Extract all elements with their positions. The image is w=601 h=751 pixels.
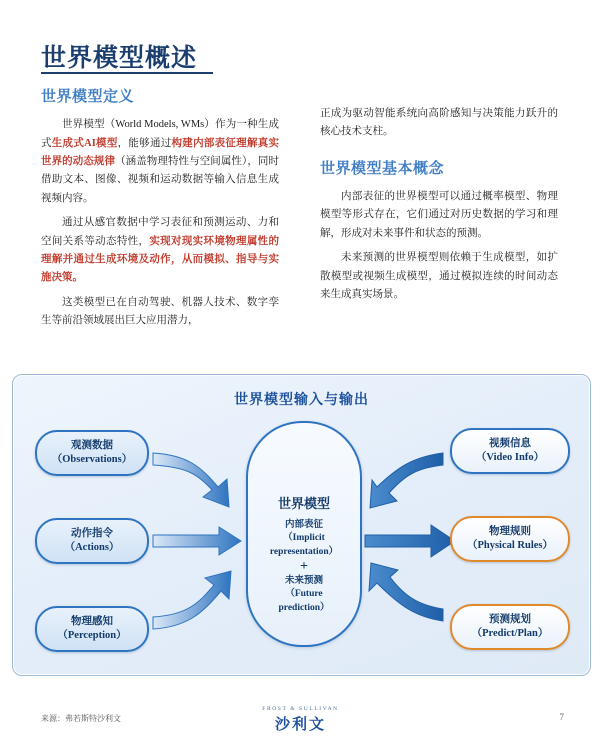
center-text (248, 519, 360, 615)
paragraph (320, 105, 558, 142)
diagram-node-predict-plan[interactable] (450, 604, 570, 650)
center-line-5: （Future (285, 589, 323, 600)
diagram-node-actions[interactable] (35, 518, 149, 564)
logo-english: FROST & SULLIVAN (262, 706, 339, 712)
center-line-4: 未来预测 (284, 576, 323, 587)
left-column-heading: 世界模型定义 (41, 89, 135, 105)
right-column-heading: 世界模型基本概念 (320, 160, 445, 177)
paragraph (320, 188, 558, 243)
node-label-en: （Observations） (51, 454, 133, 465)
text-run: 生成式AI模型 (51, 137, 118, 149)
paragraph (41, 116, 279, 208)
text-run: 通过从感官数据中学习表征和预测运动、力和空间关系等动态特性， (41, 217, 279, 247)
node-label-cn: 预测规划 (489, 613, 531, 625)
text-run: ，能够通过 (117, 137, 172, 149)
title-underline (41, 72, 213, 74)
text-run: 未来预测的世界模型则依赖于生成模型，如扩散模型或视频生成模型，通过模拟连续的时间动态来生成真实场景。 (320, 252, 558, 300)
paragraph (320, 249, 558, 304)
source-note: 来源：弗若斯特沙利文 (41, 714, 121, 723)
diagram-node-video-info[interactable] (450, 428, 570, 474)
page-number: 7 (559, 712, 564, 722)
center-line-3: representation） (269, 546, 339, 557)
page-title: 世界模型概述 (41, 45, 198, 72)
text-run: （涵盖物理特性与空间属性），同时借助文本、图像、视频和运动数据等输入信息生成视频内容。 (41, 156, 280, 204)
diagram-node-physical-rules[interactable] (450, 516, 570, 562)
node-label-cn: 物理规则 (489, 525, 531, 537)
diagram-node-perception[interactable] (35, 606, 149, 652)
text-run: 这类模型已在自动驾驶、机器人技术、数字孪生等前沿领域展出巨大应用潜力， (41, 296, 279, 326)
center-plus: + (300, 558, 308, 574)
node-label-cn: 视频信息 (489, 437, 531, 449)
paragraph (41, 214, 279, 288)
center-line-2: （Implicit (283, 533, 325, 544)
diagram-center-world-model[interactable] (246, 421, 362, 647)
node-label-en: （Physical Rules） (466, 540, 554, 551)
text-run: 正成为驱动智能系统向高阶感知与决策能力跃升的核心技术支柱。 (320, 108, 558, 138)
center-line-6: prediction） (278, 602, 330, 613)
diagram-title: 世界模型输入与输出 (234, 393, 369, 408)
center-title: 世界模型 (277, 496, 330, 511)
diagram-node-observations[interactable] (35, 430, 149, 476)
right-column (320, 105, 558, 310)
left-column (41, 84, 279, 336)
node-label-cn: 观测数据 (71, 439, 113, 451)
node-label-en: （Predict/Plan） (471, 628, 549, 639)
text-run: 构建内部表征理解真实世界的动态规律 (41, 137, 280, 167)
node-label-en: （Actions） (64, 542, 120, 553)
paragraph (41, 294, 279, 331)
text-run: 实现对现实环境物理属性的理解并通过生成环境及动作，从而模拟、指导与实施决策。 (41, 235, 280, 284)
logo-chinese: 沙利文 (274, 717, 326, 733)
text-run: 内部表征的世界模型可以通过概率模型、物理模型等形式存在，它们通过对历史数据的学习和理解，形成对未来事件和状态的预测。 (320, 191, 558, 239)
node-label-en: （Video Info） (475, 452, 545, 463)
node-label-cn: 动作指令 (71, 527, 113, 539)
text-run: 世界模型（World Models, WMs）作为一种生成式 (41, 119, 279, 149)
node-label-en: （Perception） (57, 630, 127, 641)
node-label-cn: 物理感知 (71, 615, 113, 627)
diagram-panel (12, 374, 591, 676)
footer-logo (0, 706, 601, 734)
center-line-1: 内部表征 (284, 520, 323, 530)
